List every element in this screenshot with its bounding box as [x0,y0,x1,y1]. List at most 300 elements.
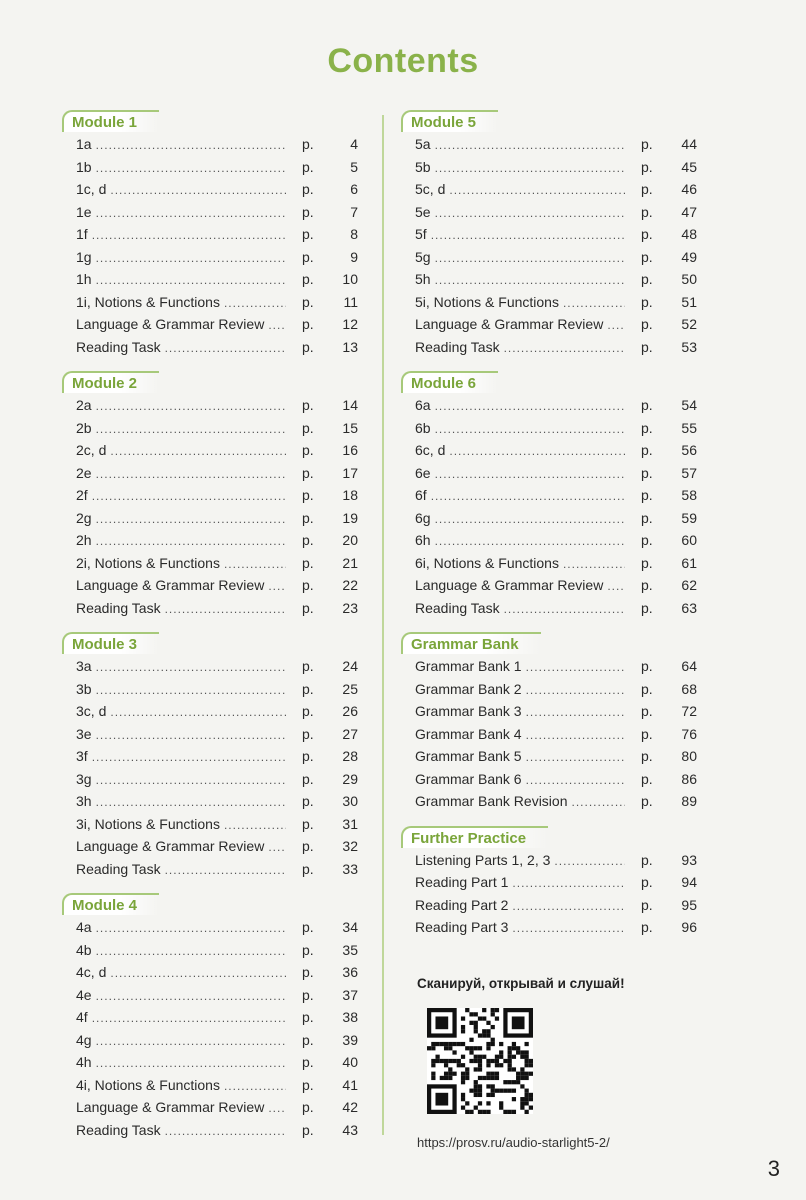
dot-leader [96,161,286,175]
entry-page-number: 43 [342,1121,358,1138]
page-abbrev: p. [302,748,314,764]
dot-leader [449,183,625,197]
contents-entry[interactable] [62,942,358,965]
page-abbrev: p. [302,419,314,436]
entry-label: 3i, Notions & Functions [76,815,220,832]
contents-entry[interactable] [62,159,358,182]
contents-entry[interactable] [62,181,358,204]
contents-entry[interactable] [62,510,358,533]
dot-leader [224,296,286,310]
dot-leader [92,489,286,503]
entry-page-number: 37 [342,986,358,1003]
contents-entry[interactable] [401,226,697,249]
dot-leader [435,206,625,220]
dot-leader [512,876,625,890]
entry-label: 6g [415,509,431,526]
page-abbrev: p. [641,136,653,152]
entry-label: 2e [76,464,92,481]
entry-label: Reading Task [415,599,500,616]
entry-page-number: 10 [342,271,358,287]
contents-section [62,108,358,361]
contents-entry[interactable] [62,555,358,578]
entry-page-number: 16 [342,442,358,458]
page-abbrev: p. [641,577,653,593]
dot-leader [435,251,625,265]
entry-label: 5i, Notions & Functions [415,293,559,310]
entry-label: 3f [76,748,88,764]
entry-page-number: 17 [342,464,358,481]
contents-entry[interactable] [62,703,358,726]
entry-page-number: 63 [681,599,697,616]
dot-leader [572,795,626,809]
page-title: Contents [327,42,479,80]
entry-page-number: 25 [342,680,358,697]
contents-entry[interactable] [62,294,358,317]
entry-label: 5f [415,226,427,242]
dot-leader [435,138,625,152]
entry-label: 2g [76,509,92,526]
contents-entry[interactable] [401,771,697,794]
entry-page-number: 12 [342,316,358,332]
entry-page-number: 54 [681,397,697,413]
entry-label: Grammar Bank Revision [415,793,568,809]
contents-entry[interactable] [401,793,697,816]
dot-leader [96,1056,286,1070]
dot-leader [526,728,625,742]
contents-section [62,630,358,883]
entry-page-number: 28 [342,748,358,764]
page-abbrev: p. [641,554,653,571]
contents-entry[interactable] [62,465,358,488]
contents-entry[interactable] [62,726,358,749]
page-abbrev: p. [302,725,314,742]
dot-leader [504,602,625,616]
entry-page-number: 5 [350,158,358,175]
dot-leader [268,579,286,593]
entry-label: Language & Grammar Review [76,1099,265,1115]
contents-entry[interactable] [62,1009,358,1032]
entry-page-number: 24 [342,658,358,674]
contents-entry[interactable] [62,987,358,1010]
entry-label: Language & Grammar Review [76,577,265,593]
page-abbrev: p. [302,703,314,719]
page-abbrev: p. [302,203,314,220]
contents-entry[interactable] [62,1032,358,1055]
entry-page-number: 48 [681,226,697,242]
page-abbrev: p. [302,248,314,265]
entry-label: Language & Grammar Review [76,838,265,854]
entry-label: Language & Grammar Review [415,316,604,332]
contents-entry[interactable] [401,852,697,875]
entry-page-number: 15 [342,419,358,436]
contents-entry[interactable] [62,600,358,623]
page-abbrev: p. [302,1009,314,1025]
entry-page-number: 95 [681,896,697,913]
entry-page-number: 57 [681,464,697,481]
page-abbrev: p. [641,464,653,481]
contents-entry[interactable] [401,555,697,578]
contents-entry[interactable] [401,487,697,510]
page-abbrev: p. [302,397,314,413]
dot-leader [554,854,625,868]
entry-label: Grammar Bank 5 [415,748,522,764]
contents-entry[interactable] [401,136,697,159]
dot-leader [526,750,625,764]
entry-page-number: 59 [681,509,697,526]
dot-leader [431,489,625,503]
contents-entry[interactable] [62,487,358,510]
contents-entry[interactable] [62,339,358,362]
section-heading: Module 3 [62,632,159,654]
section-header [401,108,697,134]
contents-entry[interactable] [62,136,358,159]
dot-leader [92,750,286,764]
contents-entry[interactable] [401,658,697,681]
contents-entry[interactable] [62,1099,358,1122]
contents-entry[interactable] [401,748,697,771]
entry-label: 4e [76,986,92,1003]
entry-page-number: 36 [342,964,358,980]
entry-label: 2i, Notions & Functions [76,554,220,571]
entry-page-number: 80 [681,748,697,764]
entry-page-number: 60 [681,532,697,548]
dot-leader [165,341,286,355]
entry-label: 2f [76,487,88,503]
contents-entry[interactable] [62,420,358,443]
dot-leader [165,602,286,616]
contents-entry[interactable] [62,271,358,294]
contents-entry[interactable] [401,703,697,726]
contents-entry[interactable] [62,316,358,339]
dot-leader [435,534,625,548]
entry-label: 4g [76,1031,92,1048]
contents-entry[interactable] [401,397,697,420]
page-abbrev: p. [641,293,653,310]
entry-page-number: 14 [342,397,358,413]
contents-entry[interactable] [401,874,697,897]
entry-page-number: 45 [681,158,697,175]
dot-leader [449,444,625,458]
dot-leader [96,422,286,436]
dot-leader [96,989,286,1003]
contents-entry[interactable] [62,1054,358,1077]
entry-label: 5a [415,136,431,152]
entry-label: 5b [415,158,431,175]
page-abbrev: p. [302,860,314,877]
contents-entry[interactable] [401,600,697,623]
dot-leader [435,422,625,436]
contents-entry[interactable] [401,442,697,465]
page-abbrev: p. [641,703,653,719]
dot-leader [224,557,286,571]
page-abbrev: p. [302,487,314,503]
section-header [401,369,697,395]
entry-label: Reading Task [76,599,161,616]
entry-page-number: 32 [342,838,358,854]
dot-leader [165,1124,286,1138]
entry-label: Language & Grammar Review [76,316,265,332]
section-header [62,108,358,134]
dot-leader [96,728,286,742]
contents-entry[interactable] [62,1077,358,1100]
entry-page-number: 30 [342,793,358,809]
dot-leader [526,683,625,697]
contents-entry[interactable] [62,861,358,884]
dot-leader [224,818,286,832]
page-abbrev: p. [302,464,314,481]
contents-entry[interactable] [401,897,697,920]
contents-entry[interactable] [401,159,697,182]
contents-entry[interactable] [401,532,697,555]
qr-code-icon[interactable] [427,1008,533,1114]
entry-page-number: 61 [681,554,697,571]
page-abbrev: p. [641,793,653,809]
contents-entry[interactable] [62,226,358,249]
page-abbrev: p. [302,1054,314,1070]
dot-leader [96,683,286,697]
contents-entry[interactable] [401,726,697,749]
entry-page-number: 9 [350,248,358,265]
page-abbrev: p. [641,509,653,526]
contents-entry[interactable] [62,397,358,420]
contents-entry[interactable] [401,420,697,443]
entry-page-number: 29 [342,770,358,787]
contents-entry[interactable] [62,532,358,555]
page-abbrev: p. [302,509,314,526]
entry-label: 1c, d [76,181,107,197]
contents-section [401,108,697,361]
entry-page-number: 35 [342,941,358,958]
entry-page-number: 86 [681,770,697,787]
dot-leader [268,318,286,332]
entry-page-number: 64 [681,658,697,674]
dot-leader [526,705,625,719]
entry-label: Reading Part 3 [415,919,509,935]
entry-page-number: 56 [681,442,697,458]
entry-label: Reading Task [415,338,500,355]
entry-label: 1h [76,271,92,287]
contents-entry[interactable] [401,204,697,227]
page-abbrev: p. [641,851,653,868]
dot-leader [96,251,286,265]
contents-entry[interactable] [401,681,697,704]
page-abbrev: p. [302,442,314,458]
dot-leader [435,467,625,481]
contents-entry[interactable] [62,442,358,465]
entry-page-number: 26 [342,703,358,719]
entry-page-number: 72 [681,703,697,719]
entry-label: 3b [76,680,92,697]
entry-label: 3c, d [76,703,107,719]
contents-entry[interactable] [62,658,358,681]
contents-entry[interactable] [62,577,358,600]
entry-label: 4a [76,919,92,935]
page-abbrev: p. [641,271,653,287]
contents-entry[interactable] [62,838,358,861]
entry-label: Grammar Bank 6 [415,770,522,787]
contents-entry[interactable] [62,771,358,794]
entry-label: 6e [415,464,431,481]
entry-page-number: 42 [342,1099,358,1115]
contents-entry[interactable] [401,249,697,272]
contents-section [401,630,697,816]
section-heading: Module 1 [62,110,159,132]
entry-label: 5c, d [415,181,446,197]
dot-leader [431,228,625,242]
page-abbrev: p. [641,658,653,674]
dot-leader [435,161,625,175]
entry-page-number: 6 [350,181,358,197]
page-abbrev: p. [302,919,314,935]
entry-label: 4f [76,1009,88,1025]
entry-page-number: 8 [350,226,358,242]
entry-page-number: 23 [342,599,358,616]
dot-leader [504,341,625,355]
contents-entry[interactable] [401,919,697,942]
contents-entry[interactable] [401,577,697,600]
contents-entry[interactable] [62,681,358,704]
page-abbrev: p. [641,248,653,265]
section-heading: Module 6 [401,371,498,393]
dot-leader [268,840,286,854]
contents-entry[interactable] [401,339,697,362]
entry-label: 5e [415,203,431,220]
page-abbrev: p. [302,1121,314,1138]
entry-label: Reading Task [76,338,161,355]
page-abbrev: p. [302,226,314,242]
contents-entry[interactable] [62,964,358,987]
dot-leader [96,467,286,481]
contents-entry[interactable] [401,271,697,294]
entry-label: 1a [76,136,92,152]
entry-label: 3a [76,658,92,674]
entry-page-number: 33 [342,860,358,877]
entry-label: 2b [76,419,92,436]
page-abbrev: p. [302,941,314,958]
entry-page-number: 58 [681,487,697,503]
contents-entry[interactable] [62,1122,358,1145]
contents-entry[interactable] [62,793,358,816]
section-header [401,630,697,656]
entry-label: Listening Parts 1, 2, 3 [415,851,551,868]
entry-page-number: 46 [681,181,697,197]
page-abbrev: p. [302,136,314,152]
page-abbrev: p. [302,793,314,809]
dot-leader [96,512,286,526]
entry-page-number: 49 [681,248,697,265]
audio-url-link[interactable]: https://prosv.ru/audio-starlight5-2/ [417,1135,610,1150]
page-abbrev: p. [302,181,314,197]
dot-leader [563,557,625,571]
dot-leader [96,773,286,787]
entry-page-number: 11 [343,293,358,310]
page-abbrev: p. [641,770,653,787]
entry-page-number: 31 [342,815,358,832]
entry-page-number: 34 [342,919,358,935]
dot-leader [526,660,625,674]
contents-right-column [401,108,697,950]
entry-label: 1e [76,203,92,220]
contents-entry[interactable] [62,748,358,771]
contents-entry[interactable] [401,181,697,204]
contents-entry[interactable] [62,919,358,942]
contents-entry[interactable] [401,510,697,533]
page-abbrev: p. [302,838,314,854]
page-abbrev: p. [302,338,314,355]
entry-page-number: 20 [342,532,358,548]
page-abbrev: p. [302,815,314,832]
dot-leader [110,183,286,197]
page-abbrev: p. [641,874,653,890]
page-abbrev: p. [302,158,314,175]
entry-page-number: 76 [681,725,697,742]
section-heading: Module 4 [62,893,159,915]
page-abbrev: p. [641,419,653,436]
entry-label: 6h [415,532,431,548]
entry-label: Grammar Bank 4 [415,725,522,742]
page-abbrev: p. [302,1099,314,1115]
entry-label: 5h [415,271,431,287]
dot-leader [110,444,286,458]
entry-page-number: 41 [342,1076,358,1093]
entry-page-number: 68 [681,680,697,697]
section-header [401,824,697,850]
entry-label: 3h [76,793,92,809]
section-header [62,630,358,656]
page-abbrev: p. [641,748,653,764]
dot-leader [92,1011,286,1025]
entry-label: Reading Part 1 [415,874,509,890]
contents-entry[interactable] [62,816,358,839]
entry-label: 6c, d [415,442,446,458]
contents-entry[interactable] [401,316,697,339]
entry-label: 5g [415,248,431,265]
entry-label: 4b [76,941,92,958]
page-abbrev: p. [302,532,314,548]
contents-entry[interactable] [401,465,697,488]
page-abbrev: p. [641,725,653,742]
entry-page-number: 94 [681,874,697,890]
entry-page-number: 4 [350,136,358,152]
entry-label: 4c, d [76,964,107,980]
contents-entry[interactable] [62,249,358,272]
page-abbrev: p. [302,964,314,980]
dot-leader [96,273,286,287]
contents-entry[interactable] [401,294,697,317]
entry-page-number: 47 [681,203,697,220]
dot-leader [96,660,286,674]
dot-leader [563,296,625,310]
entry-label: 1b [76,158,92,175]
entry-page-number: 38 [342,1009,358,1025]
dot-leader [435,273,625,287]
entry-page-number: 50 [681,271,697,287]
page-abbrev: p. [302,293,314,310]
dot-leader [96,206,286,220]
page-abbrev: p. [641,158,653,175]
entry-page-number: 40 [342,1054,358,1070]
dot-leader [96,795,286,809]
page-abbrev: p. [641,919,653,935]
entry-page-number: 27 [342,725,358,742]
page-abbrev: p. [641,226,653,242]
entry-label: Grammar Bank 2 [415,680,522,697]
contents-entry[interactable] [62,204,358,227]
page-abbrev: p. [302,316,314,332]
entry-page-number: 55 [681,419,697,436]
entry-page-number: 13 [342,338,358,355]
entry-page-number: 19 [342,509,358,526]
